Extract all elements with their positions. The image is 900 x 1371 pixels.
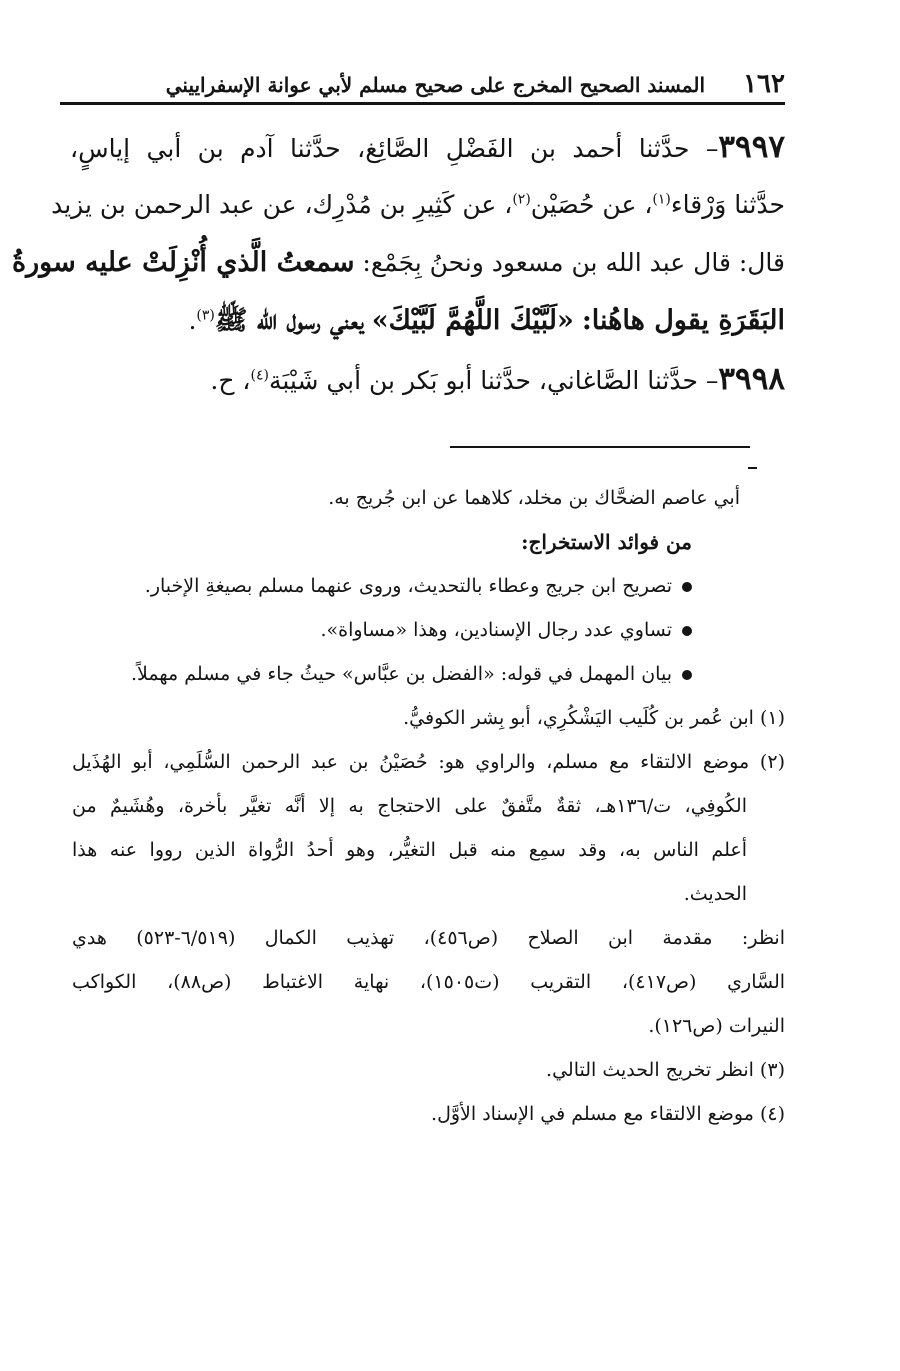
- footnotes: [72, 476, 785, 1136]
- hadith-3997-line-3: قال: قال عبد الله بن مسعود ونحنُ بِجَمْع: سمعتُ الَّذي أُنْزِلَتْ عليه سورةُ: [11, 247, 785, 278]
- footnote-2-line: أعلم الناس به، وقد سمِع منه قبل التغيُّر، وهو أحدُ الرُّواة الذين رووا عنه هذا: [72, 839, 747, 861]
- continuation-mark: [748, 467, 757, 469]
- bullet-icon: [682, 626, 692, 636]
- footnote-ref[interactable]: (٤): [250, 367, 269, 384]
- benefit-item: تصريح ابن جريج وعطاء بالتحديث، وروى عنهما مسلم بصيغةِ الإخبار.: [72, 564, 785, 608]
- footnote-2-refs: انظر: مقدمة ابن الصلاح (ص٤٥٦)، تهذيب الكمال (٦/٥١٩-٥٢٣) هدي: [72, 927, 785, 949]
- running-header: [60, 66, 785, 106]
- hadith-3997-line-1: ٣٩٩٧– حدَّثنا أحمد بن الفَضْلِ الصَّائِغ، حدَّثنا آدم بن أبي إياسٍ،: [70, 129, 785, 165]
- bullet-icon: [682, 582, 692, 592]
- main-text: [11, 118, 785, 408]
- footnote-separator: [450, 446, 750, 448]
- footnote-2-refs: السَّاري (ص٤١٧)، التقريب (ت١٥٠٥)، نهاية الاغتباط (ص٨٨)، الكواكب: [72, 971, 786, 993]
- hadith-3998-line-1: ٣٩٩٨– حدَّثنا الصَّاغاني، حدَّثنا أبو بَكر بن أبي شَيْبَة$^{(٤)}$، ح.: [210, 361, 785, 397]
- footnote-ref[interactable]: (١): [652, 191, 671, 208]
- hadith-text: سمعتُ الَّذي أُنْزِلَتْ عليه سورةُ: [11, 247, 355, 278]
- footnote-2-line: الكُوفِي، ت/١٣٦هـ، ثقةٌ متَّفقٌ على الاحتجاج به إلا أنَّه تغيَّر بأخرة، وهُشَيمٌ من: [72, 795, 747, 817]
- page-number: ١٦٢: [743, 69, 785, 99]
- footnote-2-line: (٢) موضع الالتقاء مع مسلم، والراوي هو: حُصَيْنُ بن عبد الرحمن السُّلَمِي، أبو الهُذَيل: [72, 751, 785, 773]
- benefit-item: بيان المهمل في قوله: «الفضل بن عبَّاس» حيثُ جاء في مسلم مهملاً.: [72, 652, 785, 696]
- benefits-heading: من فوائد الاستخراج:: [521, 530, 692, 554]
- book-title: المسند الصحيح المخرج على صحيح مسلم لأبي عوانة الإسفراييني: [165, 73, 705, 97]
- footnote-2-refs: النيرات (ص١٢٦).: [648, 1015, 785, 1037]
- header-rule: [60, 102, 785, 105]
- bullet-icon: [682, 670, 692, 680]
- hadith-3997-line-4: البَقَرَةِ يقول هاهُنا: «لَبَّيْكَ اللَّهُمَّ لَبَّيْكَ» يعني رسول الله ﷺ$^{(٣)}$.: [188, 305, 785, 336]
- benefit-item: تساوي عدد رجال الإسنادين، وهذا «مساواة».: [72, 608, 785, 652]
- footnote-carryover: أبي عاصم الضحَّاك بن مخلد، كلاهما عن ابن جُريج به.: [328, 487, 740, 509]
- footnote-ref[interactable]: (٢): [512, 191, 531, 208]
- hadith-number: ٣٩٩٧: [718, 129, 785, 165]
- footnote-2-line: الحديث.: [683, 883, 747, 905]
- footnote-3: (٣) انظر تخريج الحديث التالي.: [546, 1059, 785, 1081]
- footnote-4: (٤) موضع الالتقاء مع مسلم في الإسناد الأوَّل.: [431, 1103, 785, 1125]
- footnote-ref[interactable]: (٣): [196, 307, 215, 324]
- hadith-3997-line-2: حدَّثنا وَرْقاء$^{(١)}$، عن حُصَيْن$^{(٢)}$، عن كَثِيرِ بن مُدْرِك، عن عبد الرحمن بن يزيد: [51, 190, 785, 219]
- hadith-number: ٣٩٩٨: [718, 361, 785, 397]
- talbiyah-quote: «لَبَّيْكَ اللَّهُمَّ لَبَّيْكَ»: [371, 305, 574, 336]
- footnote-1: (١) ابن عُمر بن كُلَيب اليَشْكُرِي، أبو بِشر الكوفيُّ.: [403, 707, 785, 729]
